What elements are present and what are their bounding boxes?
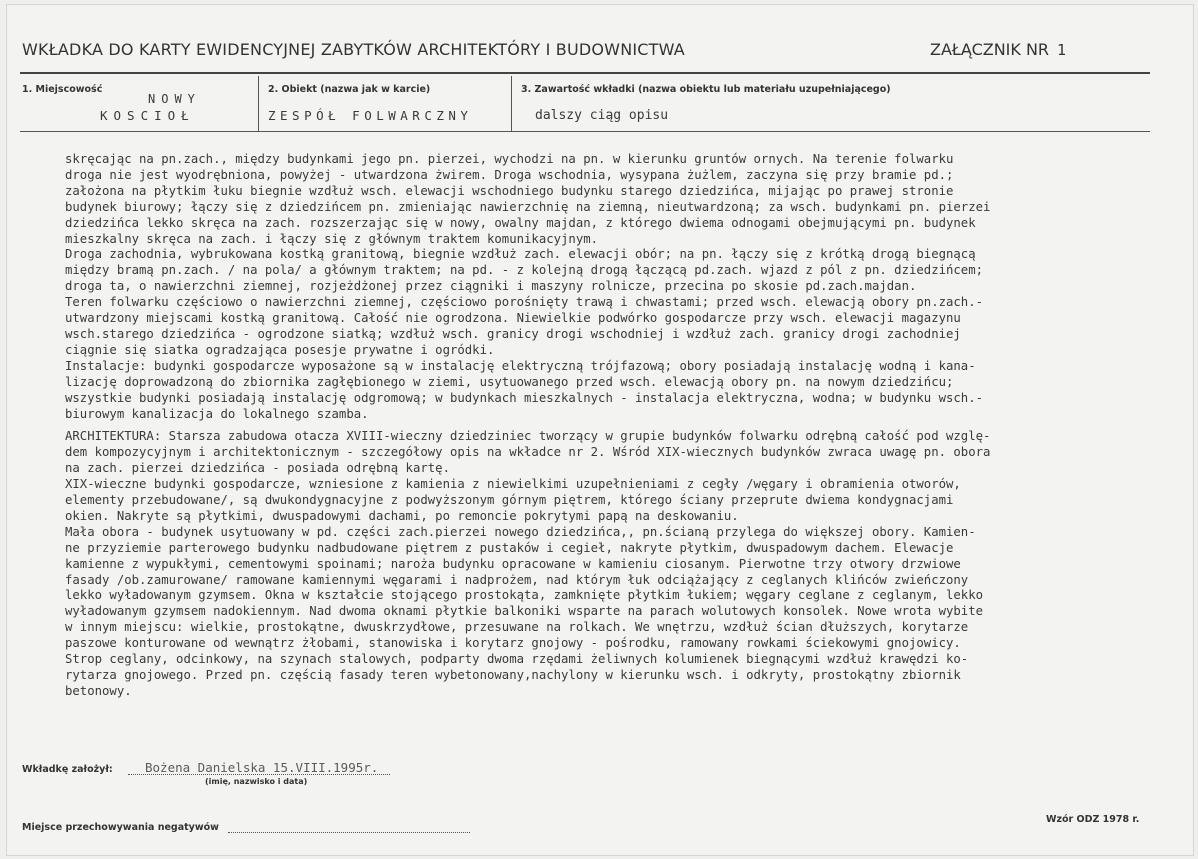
text-line: ARCHITEKTURA: Starsza zabudowa otacza XVIII-wieczny dziedziniec tworzący w grupie budynków folwarku odrębną całość pod wzglę-	[65, 429, 991, 444]
place-value-line1: NOWY	[148, 92, 201, 106]
text-line: wszystkie budynki posiadają instalację odgromową; w budynkach mieszkalnych - instalacja elektryczna, wodna; w budynku wsch.-	[65, 390, 984, 405]
content-label: 3. Zawartość wkładki (nazwa obiektu lub materiału uzupełniającego)	[521, 84, 891, 95]
text-line: na zach. pierzei dziedzińca - posiada odrębną kartę.	[65, 461, 450, 476]
text-line: droga ta, o nawierzchni ziemnej, rozjeżdżonej przez ciągniki i maszyny rolnicze, przecina po skosie pd.zach.majdan.	[65, 279, 917, 294]
text-line: wyładowanym gzymsem nadokiennym. Nad dwoma oknami płytkie balkoniki wsparte na parach wolutowych konsolek. Nowe wrota wybite	[65, 604, 984, 619]
fields-rule	[20, 131, 1150, 132]
text-line: droga nie jest wyodrębniona, powyżej - utwardzona żwirem. Droga wschodnia, wysypana żużlem, zaczyna się przy bramie pd.;	[65, 167, 954, 182]
text-line	[65, 422, 1145, 429]
field-divider	[258, 76, 259, 131]
text-line: dem kompozycyjnym i architektonicznym - szczegółowy opis na wkładce nr 2. Wśród XIX-wiecznych budynków zwraca uwagę pn. obora	[65, 445, 991, 460]
text-line: elementy przebudowane/, są dwukondygnacyjne z podwyższonym górnym piętrem, którego ściany przeprute dwiema kondygnacjami	[65, 493, 954, 508]
field-divider	[511, 76, 512, 131]
annex-number	[930, 40, 1066, 59]
text-line: w innym miejscu: wielkie, prostokątne, dwuskrzydłowe, przesuwane na rolkach. We wnętrzu, wzdłuż ścian dłuższych, korytarze	[65, 620, 969, 635]
page-title: WKŁADKA DO KARTY EWIDENCYJNEJ ZABYTKÓW ARCHITEKTÓRY I BUDOWNICTWA	[22, 40, 685, 59]
annex-label: ZAŁĄCZNIK NR	[930, 40, 1050, 59]
text-line: lekko wyładowanym gzymsem. Okna w kształcie stojącego prostokąta, zamknięte płytkim łukiem; węgary ceglane z ceglanym, lekko	[65, 588, 984, 603]
header-rule	[20, 72, 1150, 74]
text-line: kamienne z wypukłymi, cementowymi spoinami; naroża budynku opracowane w kamieniu ciosanym. Pierwotne trzy otwory drzwiowe	[65, 556, 961, 571]
description-text	[65, 152, 1145, 700]
text-line: ciągnie się siatka ogradzająca posesje prywatne i ogródki.	[65, 342, 495, 357]
place-label: 1. Miejscowość	[22, 84, 103, 95]
negatives-location-line	[228, 832, 470, 833]
text-line: XIX-wieczne budynki gospodarcze, wzniesione z kamienia z niewielkimi uzupełnieniami z cegły /węgary i obramienia otworów,	[65, 477, 961, 492]
negatives-location-label: Miejsce przechowywania negatywów	[22, 822, 219, 833]
text-line: mieszkalny skręca na zach. i łączy się z głównym traktem komunikacyjnym.	[65, 231, 599, 246]
annex-number-value: 1	[1057, 41, 1067, 59]
founded-by-label: Wkładkę założył:	[22, 764, 113, 775]
founded-by-line	[128, 774, 390, 775]
text-line: ne przyziemie parterowego budynku nadbudowane piętrem z pustaków i cegieł, nakryte płytkim, dwuspadowym dachem. Elewacje	[65, 540, 954, 555]
place-value-line2: KOSCIOŁ	[100, 108, 195, 123]
object-label: 2. Obiekt (nazwa jak w karcie)	[268, 84, 431, 95]
text-line: utwardzony miejscami kostką granitową. Całość nie ogrodzona. Niewielkie podwórko gospodarcze przy wsch. elewacji magazynu	[65, 311, 961, 326]
content-value: dalszy ciąg opisu	[535, 108, 669, 123]
object-value: ZESPÓŁ FOLWARCZNY	[268, 108, 473, 123]
text-line: betonowy.	[65, 683, 132, 698]
text-line: Mała obora - budynek usytuowany w pd. części zach.pierzei nowego dziedzińca,, pn.ścianą przylega do większej obory. Kamien-	[65, 524, 976, 539]
text-line: okien. Nakryte są płytkimi, dwuspadowymi dachami, po remoncie pokrytymi papą na deskowaniu.	[65, 508, 739, 523]
form-model: Wzór ODZ 1978 r.	[1046, 814, 1140, 825]
text-line: skręcając na pn.zach., między budynkami jego pn. pierzei, wychodzi na pn. w kierunku gruntów ornych. Na terenie folwarku	[65, 152, 954, 166]
text-line: fasady /ob.zamurowane/ ramowane kamiennymi węgarami i nadprożem, nad którym łuk odciążający z ceglanych klińców zwieńczony	[65, 572, 969, 587]
text-line: biurowym kanalizacja do lokalnego szamba.	[65, 406, 369, 421]
text-line: paszowe konturowane od wewnątrz żłobami, stanowiska i korytarz gnojowy - pośrodku, ramowany rowkami ściekowymi gnojowicy.	[65, 636, 961, 651]
text-line: lizację doprowadzoną do zbiornika zagłębionego w ziemi, usytuowanego przed wsch. elewacją obory pn. na nowym dziedzińcu;	[65, 374, 954, 389]
text-line: Strop ceglany, odcinkowy, na szynach stalowych, podparty dwoma rzędami żeliwnych kolumienek biegnącymi wzdłuż krawędzi ko-	[65, 652, 969, 667]
text-line: Teren folwarku częściowo o nawierzchni ziemnej, częściowo porośnięty trawą i chwastami; przed wsch. elewacją obory pn.zach.-	[65, 295, 984, 310]
text-line: wsch.starego dziedzińca - ogrodzone siatką; wzdłuż wsch. granicy drogi wschodniej i wzdłuż zach. granicy drogi zachodniej	[65, 326, 961, 341]
founded-by-value: Bożena Danielska 15.VIII.1995r.	[145, 760, 379, 775]
text-line: dziedzińca lekko skręca na zach. rozszerzając się w nowy, owalny majdan, z którego dwiema odnogami obejmującymi pn. budynek	[65, 215, 976, 230]
text-line: budynek biurowy; łączy się z dziedzińcem pn. zmieniając nawierzchnię na ziemną, nieutwardzoną; za wsch. budynkami pn. pierzei	[65, 199, 991, 214]
text-line: rytarza gnojowego. Przed pn. częścią fasady teren wybetonowany,nachylony w kierunku wsch. i odkryty, prostokątny zbiornik	[65, 668, 961, 682]
text-line: założona na płytkim łuku biegnie wzdłuż wsch. elewacji wschodniego budynku starego dziedzińca, mijając po prawej stronie	[65, 183, 954, 198]
text-line: Droga zachodnia, wybrukowana kostką granitową, biegnie wzdłuż zach. elewacji obór; na pn. łączy się z krótką drogą biegnącą	[65, 247, 976, 262]
founded-by-hint: (imię, nazwisko i data)	[205, 777, 308, 786]
text-line: Instalacje: budynki gospodarcze wyposażone są w instalację elektryczną trójfazową; obory posiadają instalację wodną i kana-	[65, 358, 976, 373]
text-line: między bramą pn.zach. / na pola/ a głównym traktem; na pd. - z kolejną drogą łączącą pd.zach. wjazd z pól z pn. dziedzińcem;	[65, 263, 984, 278]
